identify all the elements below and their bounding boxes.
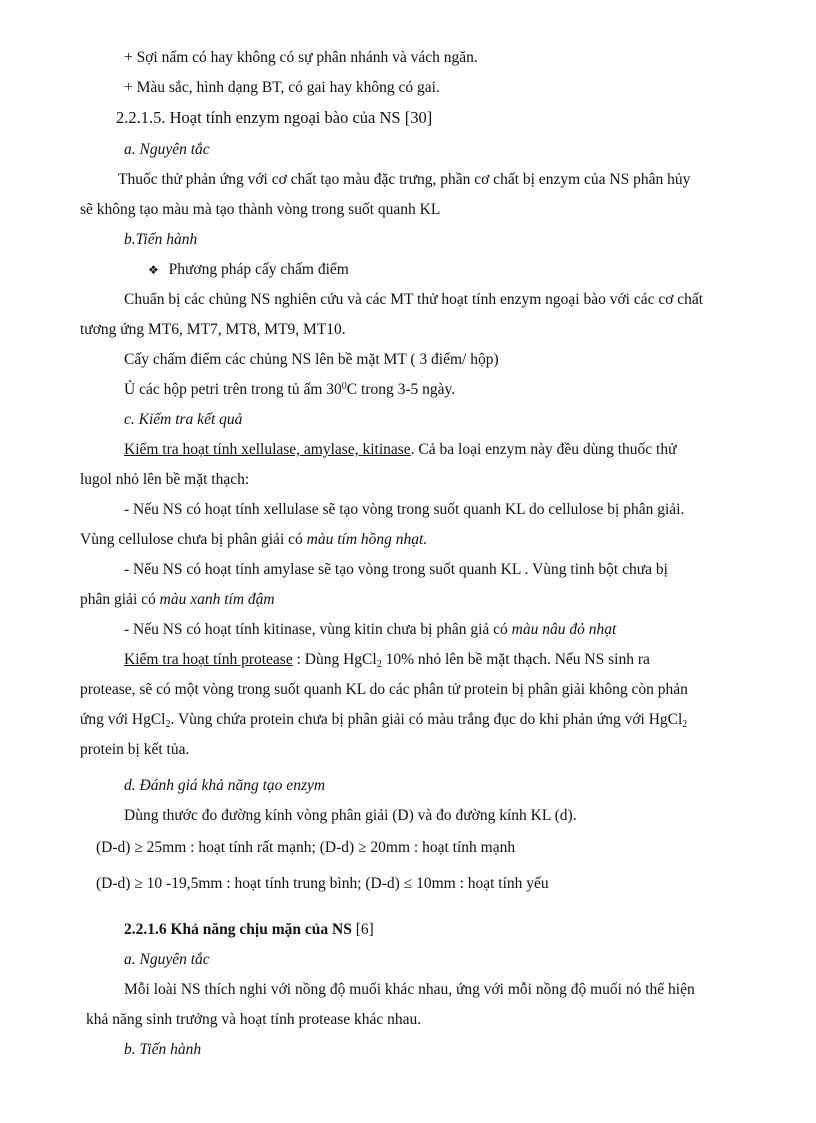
subscript: 2 <box>376 659 382 670</box>
text-segment: - Nếu NS có hoạt tính kitinase, vùng kitin chưa bị phân giả có <box>124 621 512 638</box>
text-segment: . Vùng chứa protein chưa bị phân giải có màu trắng đục do khi phản ứng với HgCl <box>170 711 683 728</box>
text-segment: Vùng cellulose chưa bị phân giải có <box>80 531 307 548</box>
text-line: - Nếu NS có hoạt tính amylase sẽ tạo vòng trong suốt quanh KL . Vùng tinh bột chưa bị <box>124 561 668 578</box>
bullet-line <box>148 260 349 280</box>
diamond-bullet-icon: ❖ <box>148 263 159 277</box>
text-segment: ứng với HgCl <box>80 711 166 728</box>
subscript: 2 <box>682 719 688 730</box>
text-line: Cấy chấm điểm các chủng NS lên bề mặt MT ( 3 điểm/ hộp) <box>124 351 499 368</box>
subscript: 2 <box>165 719 171 730</box>
text-line: (D-d) ≥ 25mm : hoạt tính rất mạnh; (D-d) ≥ 20mm : hoạt tính mạnh <box>96 839 516 856</box>
text-line: + Màu sắc, hình dạng BT, có gai hay không có gai. <box>124 79 440 96</box>
text-line: khả năng sinh trưởng và hoạt tính protease khác nhau. <box>86 1011 422 1028</box>
text-line <box>124 650 650 670</box>
text-line: Thuốc thử phản ứng với cơ chất tạo màu đặc trưng, phần cơ chất bị enzym của NS phân hủy <box>118 171 691 188</box>
text-line: Chuẩn bị các chủng NS nghiên cứu và các MT thử hoạt tính enzym ngoại bào với các cơ chất <box>124 291 704 308</box>
underlined-term: Kiểm tra hoạt tính xellulase, amylase, kitinase <box>124 441 411 458</box>
section-heading: 2.2.1.5. Hoạt tính enzym ngoại bào của NS [30] <box>116 108 433 127</box>
text-line <box>80 710 687 730</box>
section-heading <box>124 920 374 940</box>
subheading: d. Đánh giá khả năng tạo enzym <box>124 777 326 794</box>
subheading: b.Tiến hành <box>124 231 198 248</box>
text-line <box>124 620 616 640</box>
subheading: a. Nguyên tắc <box>124 951 210 968</box>
bold-heading: 2.2.1.6 Khả năng chịu mặn của NS <box>124 921 352 938</box>
text-line: Dùng thước đo đường kính vòng phân giải (D) và đo đường kính KL (d). <box>124 807 577 824</box>
text-segment: . Cả ba loại enzym này đều dùng thuốc thử <box>410 441 677 458</box>
text-segment: C trong 3-5 ngày. <box>346 381 456 398</box>
text-line: Phương pháp cấy chấm điểm <box>168 261 349 278</box>
subheading: a. Nguyên tắc <box>124 141 210 158</box>
text-line: tương ứng MT6, MT7, MT8, MT9, MT10. <box>80 321 346 338</box>
underlined-term: Kiểm tra hoạt tính protease <box>124 651 293 668</box>
text-line: + Sợi nấm có hay không có sự phân nhánh và vách ngăn. <box>124 49 478 66</box>
text-line: sẽ không tạo màu mà tạo thành vòng trong suốt quanh KL <box>80 201 441 218</box>
italic-term: màu tím hồng nhạt. <box>306 531 428 548</box>
italic-term: màu xanh tím đậm <box>159 591 275 608</box>
text-line: protein bị kết tủa. <box>80 741 190 758</box>
subheading: c. Kiểm tra kết quả <box>124 411 243 428</box>
text-line: protease, sẽ có một vòng trong suốt quanh KL do các phân tử protein bị phân giải không còn phản <box>80 681 688 698</box>
text-line <box>124 440 676 460</box>
text-line: lugol nhỏ lên bề mặt thạch: <box>80 471 250 488</box>
subheading: b. Tiến hành <box>124 1041 202 1058</box>
text-line <box>124 380 455 400</box>
text-line: - Nếu NS có hoạt tính xellulase sẽ tạo vòng trong suốt quanh KL do cellulose bị phân giải. <box>124 501 685 518</box>
text-line: (D-d) ≥ 10 -19,5mm : hoạt tính trung bình; (D-d) ≤ 10mm : hoạt tính yếu <box>96 875 549 892</box>
italic-term: màu nâu đỏ nhạt <box>511 621 617 638</box>
text-line <box>80 530 427 550</box>
superscript: 0 <box>341 381 347 392</box>
text-line: Mỗi loài NS thích nghi với nồng độ muối khác nhau, ứng với mỗi nồng độ muối nó thể hiện <box>124 981 695 998</box>
text-segment: 10% nhỏ lên bề mặt thạch. Nếu NS sinh ra <box>381 651 650 668</box>
text-segment: phân giải có <box>80 591 160 608</box>
text-segment: Ủ các hộp petri trên trong tủ ấm 30 <box>124 381 342 398</box>
text-line <box>80 590 275 610</box>
text-segment: : Dùng HgCl <box>292 651 377 668</box>
text-segment: [6] <box>351 921 374 938</box>
